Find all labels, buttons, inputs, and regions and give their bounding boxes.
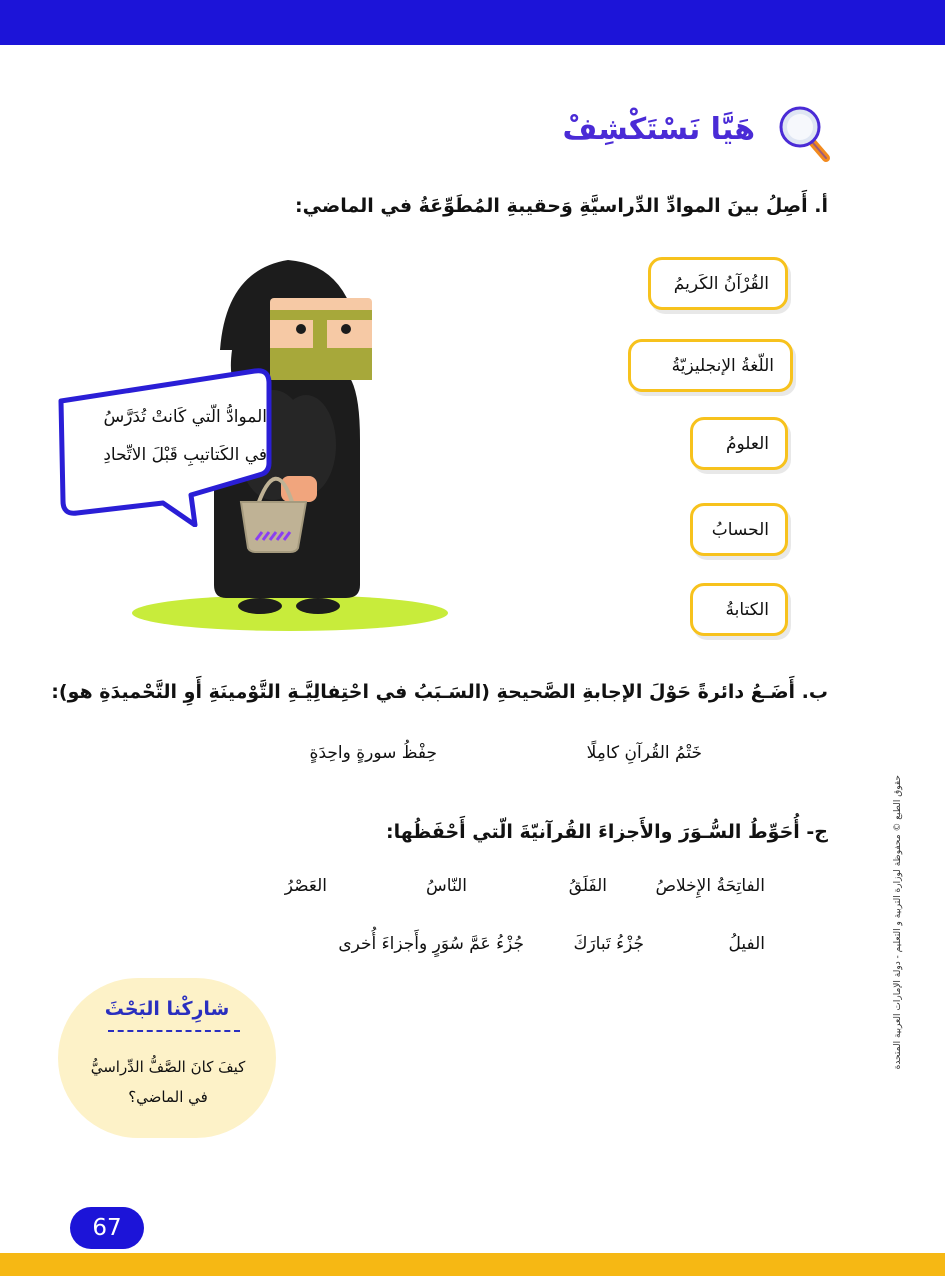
subject-quran[interactable] xyxy=(648,257,788,310)
subject-label: العلومُ xyxy=(725,433,769,454)
page-title: هَيَّا نَسْتَكْشِفْ xyxy=(562,112,755,147)
speech-line: الموادُّ الّتي كَانتْ تُدَرَّسُ xyxy=(103,407,267,427)
research-line: كيفَ كانَ الصَّفُّ الدِّراسيُّ xyxy=(90,1058,246,1076)
surah-option[interactable]: جُزْءُ عَمَّ سُوَرٍ وأَجزاءَ أُخرى xyxy=(338,934,524,954)
speech-line: في الكَتاتيبِ قَبْلَ الاتِّحادِ xyxy=(103,445,267,465)
surah-option[interactable]: النّاسُ xyxy=(426,876,467,896)
surah-option[interactable]: العَصْرُ xyxy=(284,876,327,896)
subject-label: الحسابُ xyxy=(711,519,769,540)
magnifier-icon xyxy=(776,103,832,165)
subject-writing[interactable] xyxy=(690,583,788,636)
speech-text xyxy=(62,398,267,474)
option-b-1[interactable]: خَتْمُ القُرآنِ كامِلًا xyxy=(586,743,702,763)
subject-label: القُرْآنُ الكَريمُ xyxy=(673,273,769,294)
question-c: ج- أُحَوِّطُ السُّـوَرَ والأَجزاءَ القُرآنيّةَ الّتي أَحْفَظُها: xyxy=(385,821,828,843)
page-number: 67 xyxy=(70,1207,144,1249)
research-divider xyxy=(108,1030,240,1032)
option-b-2[interactable]: حِفْظُ سورةٍ واحِدَةٍ xyxy=(309,743,437,763)
subject-label: الكتابةُ xyxy=(725,599,769,620)
subject-science[interactable] xyxy=(690,417,788,470)
top-band xyxy=(0,0,945,45)
question-b: ب. أَضَـعُ دائرةً حَوْلَ الإجابةِ الصَّحيحةِ (السَـبَبُ في احْتِفالِيَّـةِ التَّوْمينَةِ أَوِ التَّحْميدَةِ هو): xyxy=(51,681,828,703)
question-a: أ. أَصِلُ بينَ الموادِّ الدِّراسيَّةِ وَحقيبةِ المُطَوِّعَةُ في الماضي: xyxy=(295,195,828,217)
copyright-notice: حقوق الطبع © محفوظة لوزارة التربية و التعليم - دولة الإمارات العربية المتحدة xyxy=(893,775,903,1070)
research-title: شارِكْنا البَحْثَ xyxy=(104,998,230,1020)
surah-option[interactable]: الفاتِحَةُ الإِخلاصُ xyxy=(655,876,765,896)
surah-option[interactable]: جُزْءُ تَبارَكَ xyxy=(573,934,644,954)
research-question xyxy=(70,1052,266,1112)
subject-label: اللّغةُ الإنجليزيّةُ xyxy=(671,355,774,376)
subject-english[interactable] xyxy=(628,339,793,392)
bottom-band xyxy=(0,1253,945,1276)
subject-math[interactable] xyxy=(690,503,788,556)
research-line: في الماضي؟ xyxy=(128,1088,208,1106)
surah-option[interactable]: الفيلُ xyxy=(728,934,765,954)
surah-option[interactable]: الفَلَقُ xyxy=(568,876,607,896)
